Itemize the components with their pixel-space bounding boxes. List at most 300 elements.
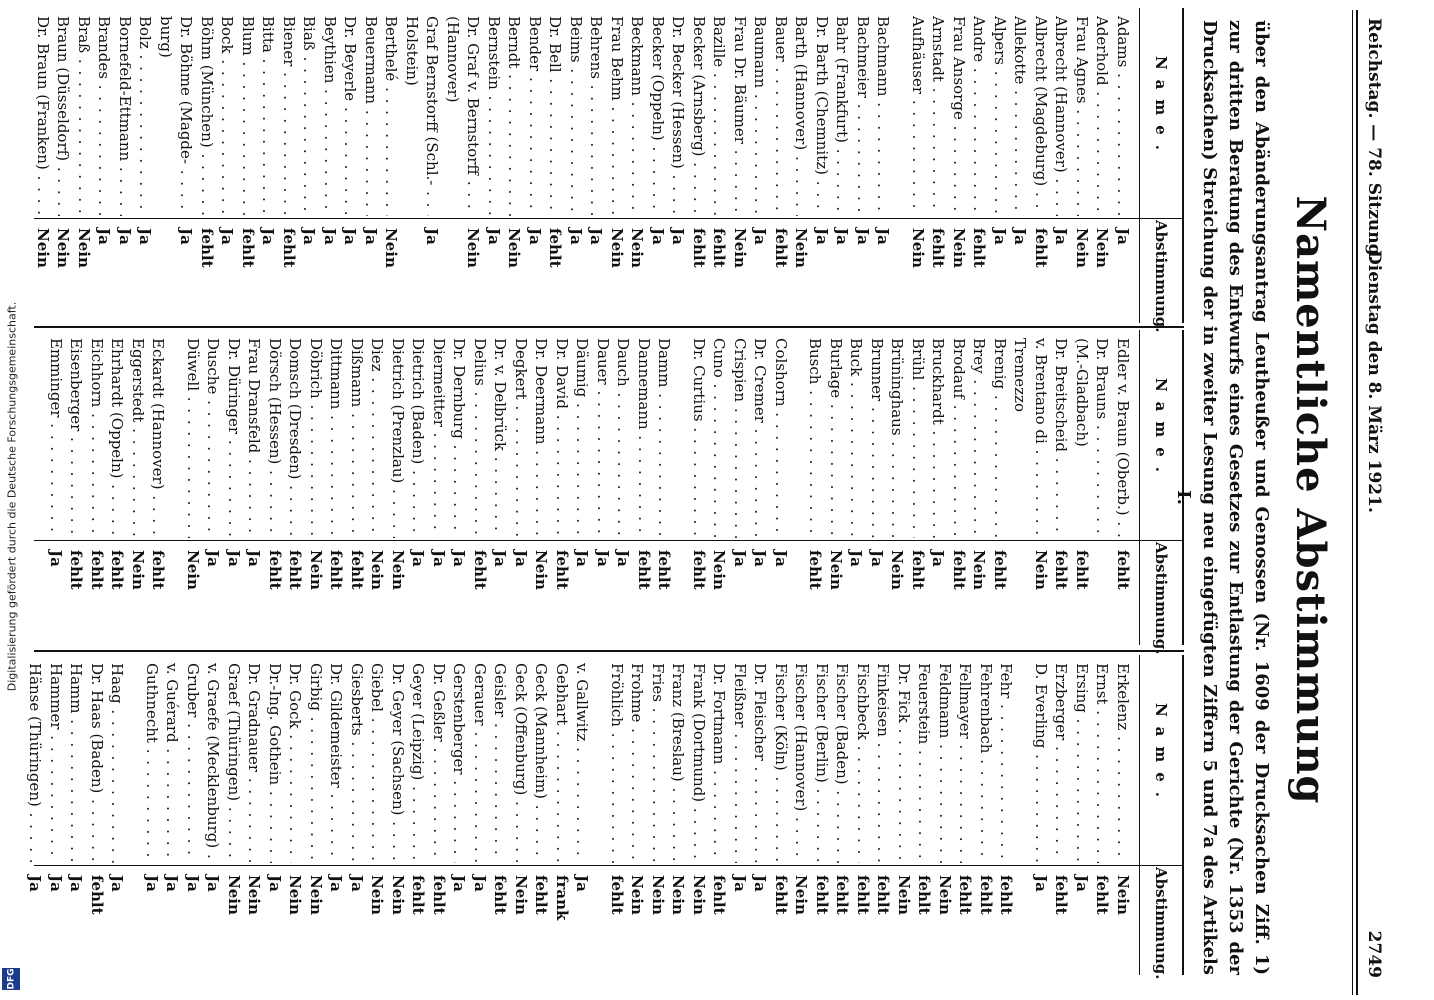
member-vote: fehlt <box>348 550 366 590</box>
member-vote: Nein <box>895 875 913 915</box>
member-vote: fehlt <box>854 875 872 915</box>
member-vote: Ja <box>751 875 770 892</box>
member-name: Dr. Dernburg . . . <box>451 338 469 538</box>
member-name: Brey . . . <box>971 338 989 538</box>
member-name: Beythien . . . <box>321 16 339 216</box>
member-name: Gerauer . . . <box>471 663 489 863</box>
member-vote: Nein <box>54 228 73 268</box>
member-name: Bornefeld-Ettmann . . . <box>116 16 134 216</box>
member-vote: Nein <box>368 550 387 590</box>
member-vote: fehlt <box>430 875 448 915</box>
member-vote: Ja <box>67 875 86 892</box>
member-vote: Nein <box>307 550 325 590</box>
member-name: Dauch . . . <box>615 338 633 538</box>
member-name: Busch . . . <box>807 338 825 538</box>
member-vote: Ja <box>450 550 469 567</box>
member-name: Hamm . . . <box>68 663 86 863</box>
member-name: Geisler . . . <box>492 663 510 863</box>
member-vote: Nein <box>628 228 647 268</box>
member-vote: Ja <box>868 550 886 567</box>
member-vote: Ja <box>512 550 530 567</box>
member-name: Eggerstedt . . . <box>129 338 147 538</box>
member-vote: fehlt <box>1052 550 1071 590</box>
member-name: Ehrhardt (Oppeln) . . . <box>109 338 127 538</box>
member-name: Dr. Gildemeister . . . <box>328 663 346 863</box>
member-name: Graf Bernstorff (Schl.- . . . <box>424 16 442 216</box>
member-vote: Nein <box>464 228 483 268</box>
member-vote: Nein <box>505 228 524 268</box>
member-name: Dr. v. Delbrück . . . <box>492 338 510 538</box>
name-header: Name. <box>1152 702 1170 808</box>
member-name: Allekotte . . . <box>1012 16 1030 216</box>
member-name: Frau Agnes . . . <box>1073 16 1091 216</box>
member-name: Dr. Cremer . . . <box>752 338 770 538</box>
member-name: Behrens . . . <box>588 16 606 216</box>
member-name: Geck (Mannheim) . . . <box>533 663 551 863</box>
member-name: Gebhart . . . <box>553 663 571 863</box>
member-name: Bender . . . <box>526 16 544 216</box>
member-vote: Ja <box>47 550 65 567</box>
member-vote: fehlt <box>772 228 790 268</box>
header-center: Dienstag den 8. März 1921. <box>1364 250 1384 513</box>
member-vote: Nein <box>731 228 749 268</box>
member-name: Dauer . . . <box>594 338 612 538</box>
member-name: Berndt . . . <box>506 16 524 216</box>
member-name: Bachmeier . . . <box>854 16 872 216</box>
member-name: burg) <box>157 16 175 58</box>
member-name: Bruckhardt . . . <box>930 338 948 538</box>
member-vote: Nein <box>532 550 551 590</box>
member-name: Albrecht (Magdeburg) . . . <box>1032 16 1050 216</box>
vote-column-1 <box>34 8 1184 333</box>
member-name: Dr. Braun (Franken) . . . <box>34 16 52 216</box>
member-vote: fehlt <box>1052 875 1071 915</box>
member-vote: fehlt <box>690 550 708 590</box>
member-name: Alpers . . . <box>991 16 1009 216</box>
member-vote: Ja <box>47 875 65 892</box>
member-name: Bachmann . . . <box>875 16 893 216</box>
member-vote: fehlt <box>88 875 106 915</box>
member-name: Eichhorn . . . <box>88 338 106 538</box>
vote-column-3 <box>26 655 1184 980</box>
member-name: v. Gallwitz . . . <box>574 663 592 863</box>
member-vote: Nein <box>34 228 52 268</box>
member-name: Biaß . . . <box>301 16 319 216</box>
member-vote: fehlt <box>991 550 1009 590</box>
member-vote: Ja <box>526 228 544 245</box>
member-name: Fischer (Baden) . . . <box>834 663 852 863</box>
member-vote: Nein <box>649 875 667 915</box>
member-name: Eisenberger . . . <box>68 338 86 538</box>
member-vote: Nein <box>950 228 968 268</box>
member-vote: Ja <box>854 228 872 245</box>
member-name: Aderhold . . . <box>1094 16 1112 216</box>
member-name: Adams . . . <box>1114 16 1132 216</box>
member-vote: Ja <box>430 550 448 567</box>
column-divider <box>34 650 1184 652</box>
member-name: Diez . . . <box>369 338 387 538</box>
member-name: Edler v. Braun (Oberb.) . . . <box>1114 338 1132 538</box>
member-name: Erkelenz . . . <box>1114 663 1132 863</box>
member-vote: Ja <box>614 550 633 567</box>
vote-header: Abstimmung. <box>1152 867 1170 980</box>
name-vote-divider <box>34 865 1184 866</box>
member-name: v. Guérard . . . <box>164 663 182 863</box>
member-vote: Nein <box>710 550 729 590</box>
member-vote: fehlt <box>532 875 551 915</box>
member-vote: fehlt <box>956 875 975 915</box>
member-vote: fehlt <box>1093 875 1112 915</box>
header-left: Reichstag. — 78. Sitzung. <box>1364 18 1384 262</box>
member-vote: Ja <box>423 228 442 245</box>
member-vote: Ja <box>991 228 1009 245</box>
member-name: Bazille . . . <box>711 16 729 216</box>
member-name: Giebel . . . <box>369 663 387 863</box>
member-name: Franz (Breslau) . . . <box>670 663 688 863</box>
member-name: Fleißner . . . <box>731 663 749 863</box>
member-name: Ernst . . . <box>1094 663 1112 863</box>
member-name: Dr. Böhme (Magde- . . . <box>178 16 196 216</box>
column-header <box>1139 655 1184 980</box>
member-name: Fehr . . . <box>998 663 1016 863</box>
member-name: Andre . . . <box>971 16 989 216</box>
member-vote: Nein <box>389 875 407 915</box>
member-name: Berthelé . . . <box>383 16 401 216</box>
member-vote: fehlt <box>710 875 729 915</box>
member-name: Dr. Curtius . . . <box>690 338 708 538</box>
member-name: Albrecht (Hannover) . . . <box>1053 16 1071 216</box>
name-vote-divider <box>34 540 1184 541</box>
member-vote: fehlt <box>772 875 790 915</box>
member-name: Bolz . . . <box>137 16 155 216</box>
member-name: (M.-Gladbach) <box>1073 338 1091 447</box>
member-vote: Ja <box>772 550 790 567</box>
member-name: Hänse (Thüringen) . . . <box>27 663 45 863</box>
member-vote: fehlt <box>149 550 168 590</box>
member-vote: fehlt <box>327 550 346 590</box>
member-name: Hammer . . . <box>47 663 65 863</box>
member-name: Becker (Oppeln) . . . <box>649 16 667 216</box>
member-vote: Ja <box>116 228 134 245</box>
member-name: Feuerstein . . . <box>916 663 934 863</box>
member-name: Bauer . . . <box>772 16 790 216</box>
member-vote: fehlt <box>553 550 571 590</box>
member-vote: Nein <box>1073 228 1091 268</box>
member-vote: Ja <box>245 550 264 567</box>
member-vote: fehlt <box>286 550 305 590</box>
member-name: Degkert . . . <box>512 338 530 538</box>
member-vote: Ja <box>594 550 612 567</box>
member-vote: fehlt <box>88 550 106 590</box>
header-rule-thin <box>1352 10 1353 995</box>
member-name: Fischer (Berlin) . . . <box>813 663 831 863</box>
member-vote: Ja <box>300 228 319 245</box>
member-vote: Ja <box>649 228 667 245</box>
member-vote: fehlt <box>198 228 216 268</box>
member-vote: Nein <box>628 875 647 915</box>
member-name: Ersing . . . <box>1073 663 1091 863</box>
member-name: Dannemann . . . <box>635 338 653 538</box>
member-vote: fehlt <box>655 550 674 590</box>
member-vote: Nein <box>1032 550 1050 590</box>
member-name: Dr. Bell . . . <box>547 16 565 216</box>
member-name: Dr. Deermann . . . <box>533 338 551 538</box>
member-vote: fehlt <box>409 875 428 915</box>
member-name: Feldmann . . . <box>936 663 954 863</box>
member-name: Beckmann . . . <box>629 16 647 216</box>
member-vote: Ja <box>327 875 346 892</box>
member-name: Gerstenberger . . . <box>451 663 469 863</box>
member-name: Bock . . . <box>219 16 237 216</box>
member-name: Däumig . . . <box>574 338 592 538</box>
member-vote: Ja <box>751 228 770 245</box>
member-name: Beims . . . <box>567 16 585 216</box>
member-vote: Ja <box>833 228 852 245</box>
member-vote: fehlt <box>608 875 626 915</box>
member-vote: fehlt <box>970 228 989 268</box>
name-header: Name. <box>1152 377 1170 483</box>
member-name: Dr.-Ing. Gothein . . . <box>266 663 284 863</box>
member-vote: fehlt <box>239 228 257 268</box>
column-divider <box>34 326 1184 328</box>
member-vote: Ja <box>266 875 284 892</box>
member-vote: Ja <box>731 875 749 892</box>
member-vote: fehlt <box>491 875 510 915</box>
member-name: Dietrich (Prenzlau) . . . <box>389 338 407 538</box>
page-number: 2749 <box>1364 930 1384 978</box>
member-vote: Ja <box>184 875 202 892</box>
member-vote: Ja <box>813 228 831 245</box>
member-name: Braun (Düsseldorf) . . . <box>55 16 73 216</box>
member-name: Becker (Arnsberg) . . . <box>690 16 708 216</box>
member-name: D. Everling . . . <box>1032 663 1050 863</box>
member-vote: fehlt <box>915 875 934 915</box>
member-name: Böhm (München) . . . <box>198 16 216 216</box>
member-vote: fehlt <box>929 228 948 268</box>
member-name: Finkeisen . . . <box>875 663 893 863</box>
member-name: Bahr (Frankfurt) . . . <box>834 16 852 216</box>
name-vote-divider <box>34 218 1184 219</box>
member-vote: Ja <box>348 875 366 892</box>
member-name: Barth (Hannover) . . . <box>793 16 811 216</box>
member-vote: fehlt <box>977 875 995 915</box>
member-vote: fehlt <box>813 875 831 915</box>
member-name: Dr. Graf v. Bernstorff . . . <box>465 16 483 216</box>
member-name: Döbrich . . . <box>307 338 325 538</box>
member-vote: Nein <box>792 228 811 268</box>
member-name: Fehrenbach . . . <box>977 663 995 863</box>
member-vote: fehlt <box>546 228 565 268</box>
member-name: Brüninghaus . . . <box>889 338 907 538</box>
member-name: Dittmann . . . <box>328 338 346 538</box>
member-name: Brodauf . . . <box>950 338 968 538</box>
member-name: Beuermann . . . <box>362 16 380 216</box>
member-name: Delius . . . <box>471 338 489 538</box>
member-vote: Nein <box>970 550 989 590</box>
member-name: Brandes . . . <box>96 16 114 216</box>
member-name: v. Graefe (Mecklenburg) . . . <box>205 663 223 863</box>
member-name: Geck (Offenburg) . . . <box>512 663 530 863</box>
member-vote: Ja <box>471 875 489 892</box>
member-name: Aufhäuser . . . <box>909 16 927 216</box>
member-vote: Nein <box>669 875 688 915</box>
member-vote: Ja <box>204 875 223 892</box>
member-name: Düwell . . . <box>184 338 202 538</box>
member-name: Guthnecht . . . <box>143 663 161 863</box>
member-vote: Nein <box>827 550 845 590</box>
member-name: Dr. Fick . . . <box>895 663 913 863</box>
member-name: Emminger . . . <box>47 338 65 538</box>
member-vote: fehlt <box>266 550 284 590</box>
member-vote: Nein <box>1114 875 1132 915</box>
member-vote: Ja <box>163 875 182 892</box>
member-vote: fehlt <box>1032 228 1050 268</box>
member-vote: Nein <box>382 228 401 268</box>
member-vote: Ja <box>731 550 749 567</box>
member-name: Dr. Geßler . . . <box>430 663 448 863</box>
member-vote: fehlt <box>950 550 968 590</box>
member-vote: Ja <box>362 228 380 245</box>
column-header <box>1139 330 1184 655</box>
member-vote: Ja <box>567 228 585 245</box>
member-name: Dr. Gradnauer . . . <box>246 663 264 863</box>
member-vote: fehlt <box>874 875 893 915</box>
member-name: Crispien . . . <box>731 338 749 538</box>
member-name: Eckardt (Hannover) . . . <box>150 338 168 538</box>
member-name: Dr. Gock . . . <box>287 663 305 863</box>
member-vote: Ja <box>929 550 948 567</box>
member-name: Frau Behm . . . <box>608 16 626 216</box>
member-vote: Nein <box>936 875 954 915</box>
member-name: Dr. Fleischer . . . <box>752 663 770 863</box>
member-name: Frohme . . . <box>629 663 647 863</box>
member-vote: Ja <box>177 228 196 245</box>
member-vote: Nein <box>245 875 264 915</box>
member-vote: Nein <box>368 875 387 915</box>
member-vote: Ja <box>136 228 155 245</box>
member-name: Frank (Dortmund) . . . <box>690 663 708 863</box>
member-name: Dr. Haas (Baden) . . . <box>88 663 106 863</box>
member-name: Fröhlich . . . <box>608 663 626 863</box>
member-name: Damm . . . <box>656 338 674 538</box>
member-vote: fehlt <box>690 228 708 268</box>
member-vote: fehlt <box>710 228 729 268</box>
member-vote: Nein <box>792 875 811 915</box>
member-vote: fehlt <box>108 550 127 590</box>
member-name: Domsch (Dresden) . . . <box>287 338 305 538</box>
member-vote: Nein <box>129 550 147 590</box>
member-vote: Nein <box>184 550 202 590</box>
member-vote: Nein <box>512 875 530 915</box>
member-name: Dr. Fortmann . . . <box>711 663 729 863</box>
member-vote: Ja <box>1032 875 1050 892</box>
member-name: Fischbeck . . . <box>854 663 872 863</box>
member-vote: Ja <box>225 550 243 567</box>
member-vote: Ja <box>874 228 893 245</box>
member-name: Fries . . . <box>649 663 667 863</box>
member-name: Gruber . . . <box>184 663 202 863</box>
member-name: Braß . . . <box>75 16 93 216</box>
member-vote: Ja <box>95 228 114 245</box>
member-name: Haag . . . <box>109 663 127 863</box>
member-name: Dr. David . . . <box>553 338 571 538</box>
member-name: Colshorn . . . <box>772 338 790 538</box>
member-vote: Nein <box>690 875 708 915</box>
member-name: Burlage . . . <box>827 338 845 538</box>
page-subtitle: über den Abänderungsantrag Leutheußer und Genossen (Nr. 1609 der Drucksachen Ziff. 1) zur dritten Beratung des Entwurfs eines Gesetzes zur Entlastung der Gerichte (Nr. 1353 der Drucksachen) Streichung der in zweiter Lesung neu eingefügten Ziffern 5 und 7a des Artikels I. <box>1173 20 1272 975</box>
member-vote: fehlt <box>1114 550 1132 590</box>
member-name: Blum . . . <box>239 16 257 216</box>
member-name: Diermeitter . . . <box>430 338 448 538</box>
member-vote: Ja <box>751 550 770 567</box>
member-name: Dr. Beyerle . . . <box>342 16 360 216</box>
name-header: Name. <box>1152 55 1170 161</box>
member-vote: Nein <box>286 875 305 915</box>
member-vote: Ja <box>204 550 223 567</box>
member-name: Brühl . . . <box>909 338 927 538</box>
vote-column-2 <box>34 330 1184 655</box>
member-vote: Ja <box>1114 228 1132 245</box>
member-name: Giesberts . . . <box>348 663 366 863</box>
member-name: v. Brentano di . . . <box>1032 338 1050 538</box>
header-rule <box>1356 10 1358 995</box>
member-name: Bernstein . . . <box>485 16 503 216</box>
dfg-logo-text: DFG <box>6 968 17 990</box>
member-name: (Hannover) <box>444 16 462 103</box>
member-name: Frau Dr. Bäumer . . . <box>731 16 749 216</box>
member-vote: fehlt <box>806 550 825 590</box>
member-vote: Ja <box>485 228 503 245</box>
member-vote: Nein <box>909 228 927 268</box>
member-vote: fehlt <box>471 550 489 590</box>
member-vote: Nein <box>888 550 907 590</box>
member-name: Fischer (Hannover) . . . <box>793 663 811 863</box>
member-name: Dusche . . . <box>205 338 223 538</box>
member-vote: fehlt <box>1073 550 1091 590</box>
member-vote: fehlt <box>997 875 1016 915</box>
member-name: Fellmayer . . . <box>957 663 975 863</box>
member-name: Dörsch (Hessen) . . . <box>266 338 284 538</box>
member-name: Buck . . . <box>848 338 866 538</box>
member-vote: fehlt <box>67 550 86 590</box>
member-vote: Nein <box>389 550 407 590</box>
member-vote: Nein <box>75 228 93 268</box>
member-vote: fehlt <box>909 550 927 590</box>
member-name: Dißmann . . . <box>348 338 366 538</box>
member-name: Baumann . . . <box>752 16 770 216</box>
vote-header: Abstimmung. <box>1152 542 1170 655</box>
member-name: Fischer (Köln) . . . <box>772 663 790 863</box>
member-vote: frank <box>553 875 571 921</box>
member-name: Brenig . . . <box>991 338 1009 538</box>
member-vote: Ja <box>573 875 592 892</box>
member-name: Holstein) <box>403 16 421 86</box>
member-name: Dr. Barth (Chemnitz) . . . <box>813 16 831 216</box>
column-header <box>1139 8 1184 333</box>
member-vote: Ja <box>259 228 278 245</box>
member-name: Frau Dransfeld . . . <box>246 338 264 538</box>
member-vote: Ja <box>669 228 688 245</box>
member-vote: Ja <box>26 875 45 892</box>
member-name: Cuno . . . <box>711 338 729 538</box>
member-vote: Ja <box>341 228 360 245</box>
member-name: Geyer (Leipzig) . . . <box>410 663 428 863</box>
member-name: Tremezzo <box>1011 338 1030 412</box>
member-vote: Ja <box>450 875 469 892</box>
member-name: Brunner . . . <box>868 338 886 538</box>
member-vote: Nein <box>225 875 243 915</box>
member-vote: Ja <box>1073 875 1091 892</box>
